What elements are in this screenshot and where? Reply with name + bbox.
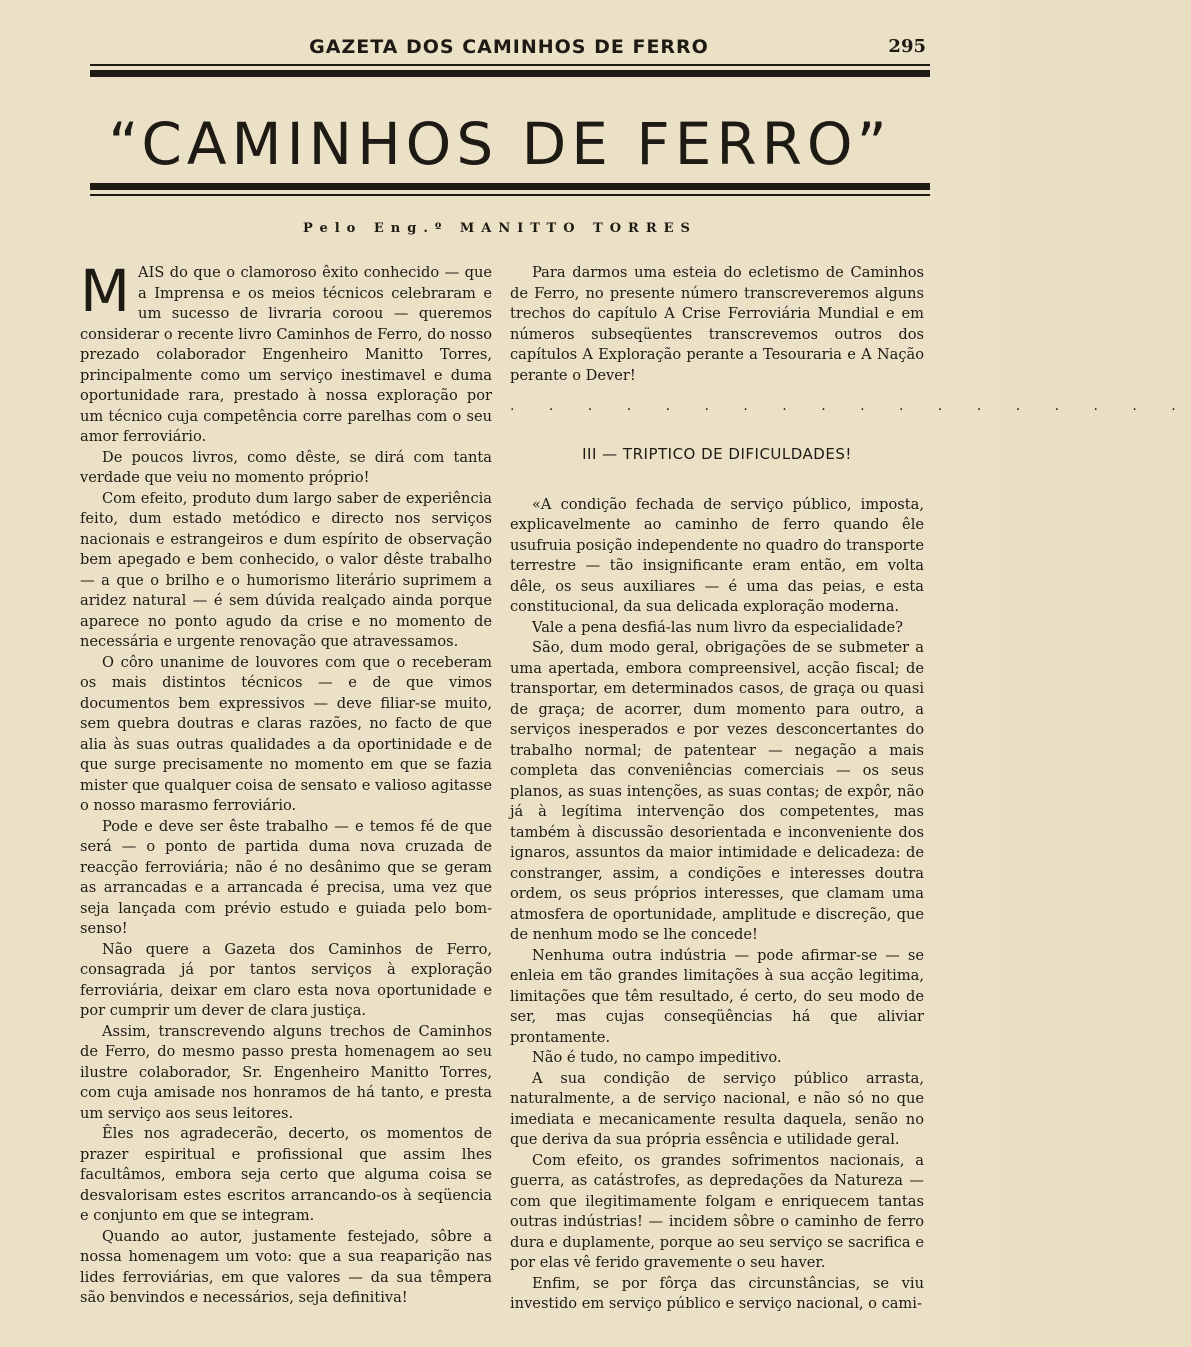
paragraph: São, dum modo geral, obrigações de se submeter a uma apertada, embora compreensivel, acção fiscal; de transportar, em determinados casos, de graça ou quasi de graça; de acorrer, dum momento para outro, a serviços inesperados e por vezes desconcertantes do trabalho normal; de patentear — negação a mais completa das conveniências comerciais — os seus planos, as suas intenções, as suas contas; de expôr, não já à legítima intervenção dos competentes, mas também à discussão desorientada e inconveniente dos ignaros, assuntos da maior intimidade e delicadeza: de constranger, assim, a condições e interesses doutra ordem, os seus próprios interesses, que clamam uma atmosfera de oportunidade, amplitude e discreção, que de nenhum modo se lhe concede! — [510, 639, 924, 943]
opening-paragraph — [80, 257, 492, 448]
article-title: “CAMINHOS DE FERRO” — [108, 110, 892, 178]
article-byline: Pelo Eng.º MANITTO TORRES — [303, 221, 697, 236]
paragraph: Não quere a Gazeta dos Caminhos de Ferro, consagrada já por tantos serviços à exploração ferroviária, deixar em claro esta nova oportunidade e por cumprir um dever de clara justiça. — [80, 940, 492, 1019]
paragraph: Com efeito, os grandes sofrimentos nacionais, a guerra, as catástrofes, as depredações da Natureza — com que ilegitimamente folgam e enriquecem tantas outras indústrias! — incidem sôbre o caminho de ferro dura e duplamente, porque ao seu serviço se sacrifica e por elas vê ferido gravemente o seu haver. — [510, 1151, 924, 1271]
paragraph: Pode e deve ser êste trabalho — e temos fé de que será — o ponto de partida duma nova cruzada de reacção ferroviária; não é no desânimo que se geram as arrancadas e a arrancada é precisa, uma vez que seja lançada com prévio estudo e guiada pelo bom-senso! — [80, 817, 492, 937]
left-column — [80, 257, 492, 1309]
intro-paragraph: Para darmos uma esteia do ecletismo de Caminhos de Ferro, no presente número transcreveremos alguns trechos do capítulo A Crise Ferroviária Mundial e em números subseqüentes transcrevemos outros dos capítulos A Exploração perante a Tesouraria e A Nação perante o Dever! — [510, 264, 924, 384]
page-header — [88, 36, 930, 62]
paragraph: Vale a pena desfiá-las num livro da especialidade? — [532, 618, 903, 636]
title-rule-thin — [90, 194, 930, 196]
paragraph: Quando ao autor, justamente festejado, sôbre a nossa homenagem um voto: que a sua reaparição nas lides ferroviárias, em que valores — da sua têmpera são benvindos e necessários, seja definitiva! — [80, 1227, 492, 1306]
page-number: 295 — [888, 36, 926, 57]
dotted-separator: . . . . . . . . . . . . . . . . . . — [510, 398, 1191, 414]
paragraph: «A condição fechada de serviço público, imposta, explicavelmente ao caminho de ferro quando êle usufruia posição independente no quadro do transporte terrestre — tão insignificante eram então, em volta dêle, os seus auxiliares — é uma das peias, e esta constitucional, da sua delicada exploração moderna. — [510, 495, 924, 615]
paragraph: O côro unanime de louvores com que o receberam os mais distintos técnicos — e de que vimos documentos bem expressivos — deve filiar-se muito, sem quebra doutras e claras razões, no facto de que alia às suas outras qualidades a da oportinidade e de que surge precisamente no momento em que se fazia mister que qualquer coisa de sensato e valioso agitasse o nosso marasmo ferroviário. — [80, 653, 492, 814]
title-rule-thick — [90, 183, 930, 190]
drop-cap: M — [80, 257, 131, 325]
paragraph: Não é tudo, no campo impeditivo. — [532, 1049, 782, 1066]
header-rule-thin — [90, 64, 930, 66]
paragraph: De poucos livros, como dêste, se dirá com tanta verdade que veiu no momento próprio! — [80, 448, 492, 486]
paragraph: Com efeito, produto dum largo saber de experiência feito, dum estado metódico e directo nos serviços nacionais e estrangeiros e dum espírito de observação bem apegado e bem conhecido, o valor dêste trabalho — a que o brilho e o humorismo literário suprimem a aridez natural — é sem dúvida realçado ainda porque aparece no ponto agudo da crise e no momento de necessária e urgente renovação que atravessamos. — [80, 489, 492, 650]
paragraph: Nenhuma outra indústria — pode afirmar-se — se enleia em tão grandes limitações à sua acção legitima, limitações que têm resultado, é certo, do seu modo de ser, mas cujas conseqüências há que aliviar prontamente. — [510, 946, 924, 1046]
opening-paragraph-text: AIS do que o clamoroso êxito conhecido — que a Imprensa e os meios técnicos celebraram e um sucesso de livraria coroou — queremos considerar o recente livro Caminhos de Ferro, do nosso prezado colaborador Engenheiro Manitto Torres, principalmente como um serviço inestimavel e duma oportunidade rara, prestado à nossa exploração por um técnico cuja competência corre parelhas com o seu amor ferroviário. — [80, 264, 492, 445]
header-rule-thick — [90, 70, 930, 77]
paragraph: Enfim, se por fôrça das circunstâncias, se viu investido em serviço público e serviço nacional, o cami- — [510, 1274, 924, 1312]
right-column — [510, 263, 1191, 1315]
paragraph: Êles nos agradecerão, decerto, os momentos de prazer espiritual e profissional que assim lhes facultâmos, embora seja certo que alguma coisa se desvalorisam estes escritos arrancando-os à seqüencia e conjunto em que se integram. — [80, 1125, 492, 1224]
paragraph: A sua condição de serviço público arrasta, naturalmente, a de serviço nacional, e não só no que imediata e mecanicamente resulta daquela, senão no que deriva da sua própria essência e utilidade geral. — [510, 1069, 924, 1148]
paragraph: Assim, transcrevendo alguns trechos de Caminhos de Ferro, do mesmo passo presta homenagem ao seu ilustre colaborador, Sr. Engenheiro Manitto Torres, com cuja amisade nos honramos de há tanto, e presta um serviço aos seus leitores. — [80, 1022, 492, 1122]
publication-title: GAZETA DOS CAMINHOS DE FERRO — [309, 36, 709, 58]
section-heading: III — TRIPTICO DE DIFICULDADES! — [582, 445, 852, 463]
